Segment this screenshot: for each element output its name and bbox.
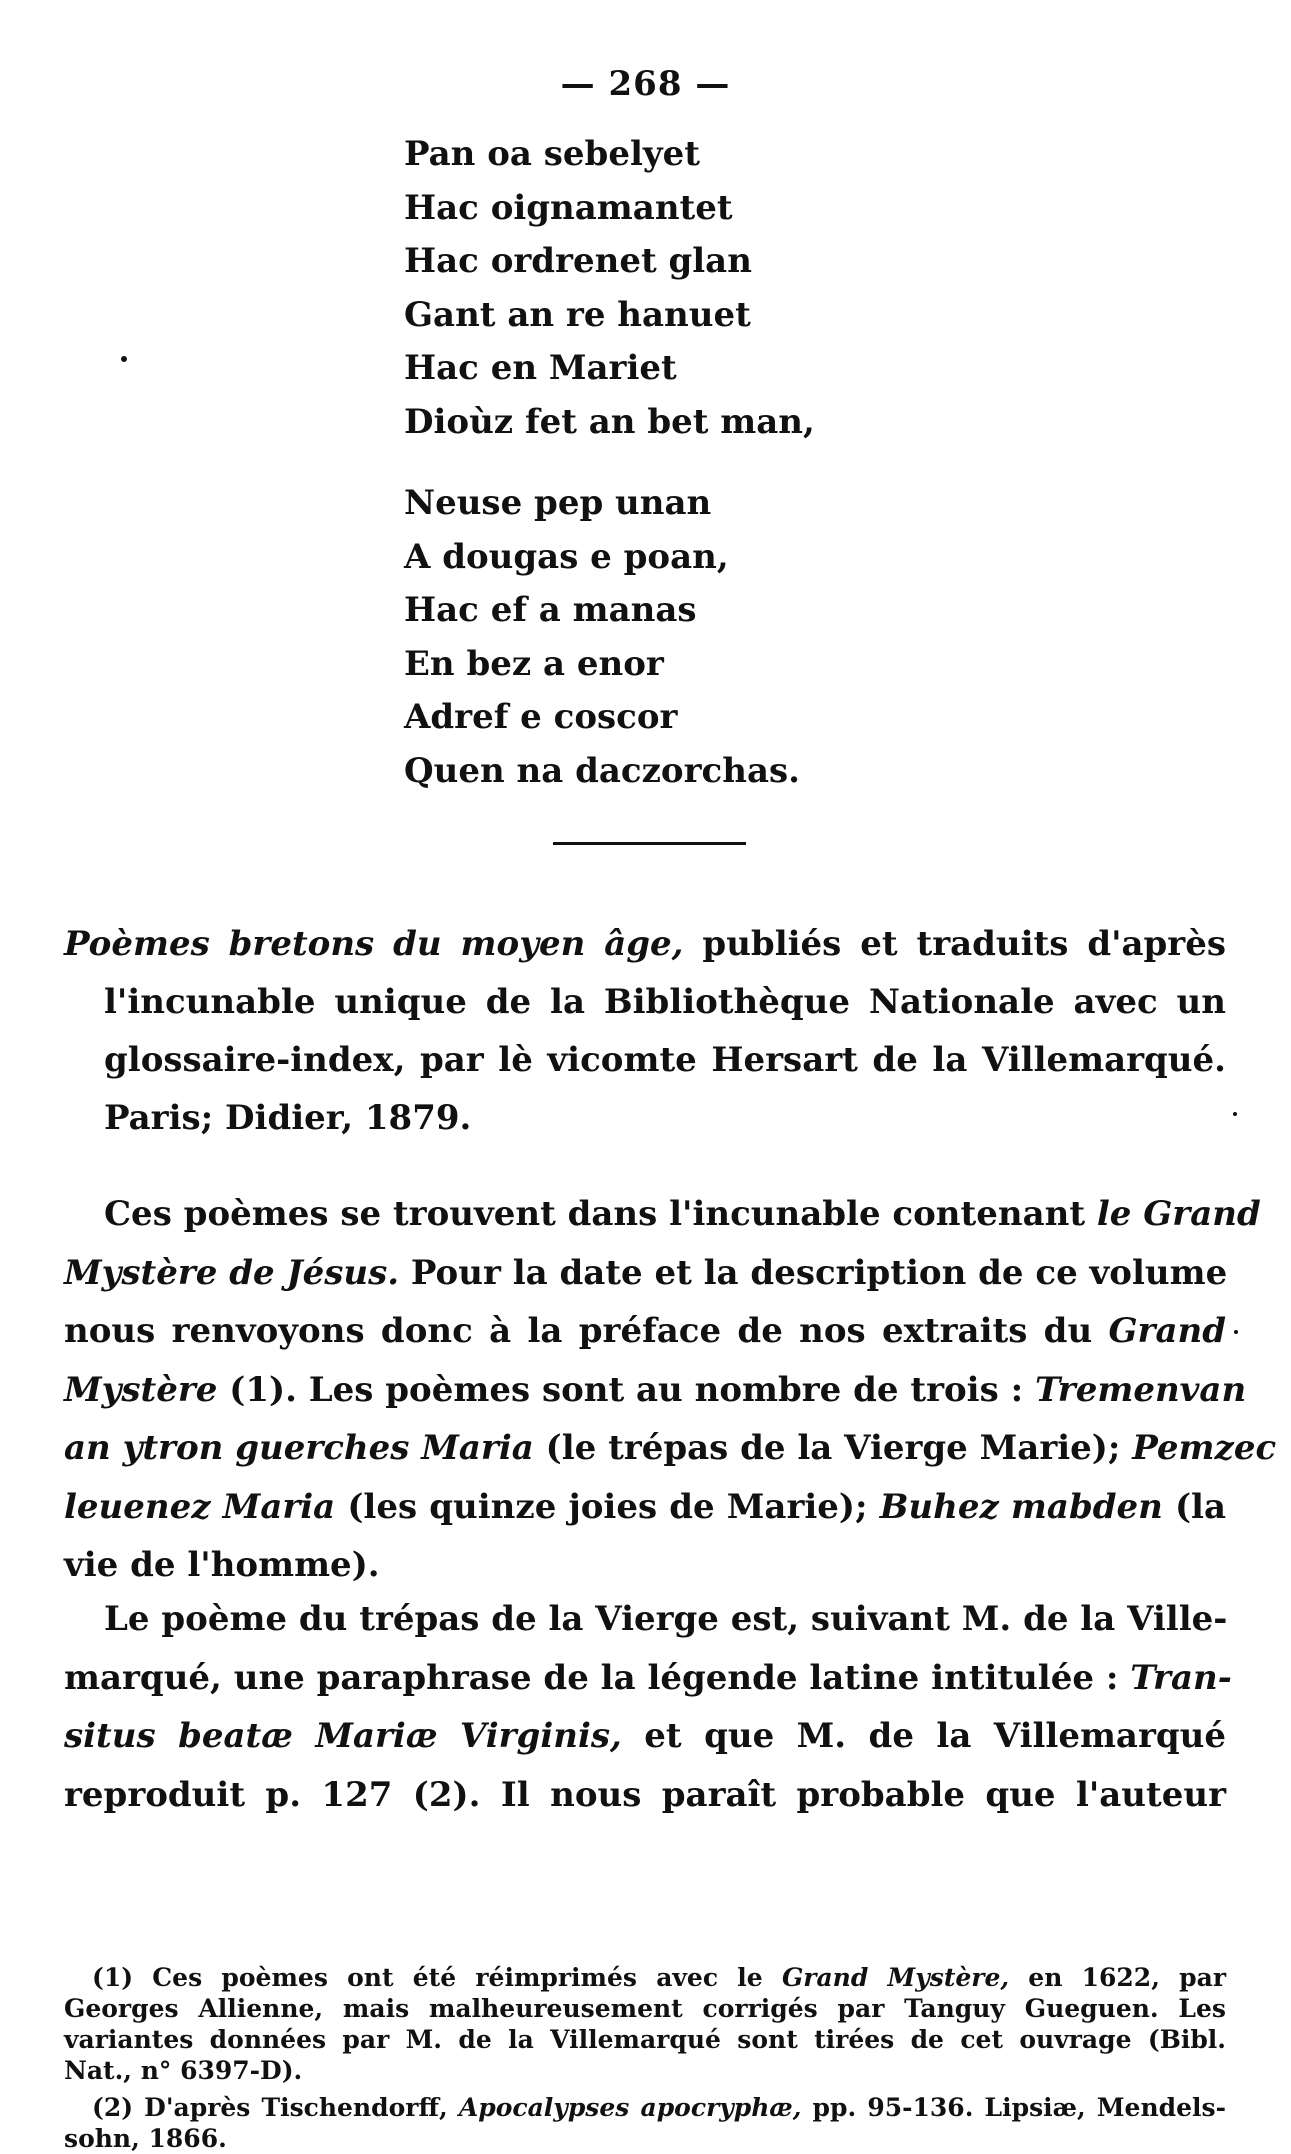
poem-line: Adref e coscor — [404, 697, 678, 737]
footnote-1 — [64, 1962, 1226, 1993]
italic-span: Tran- — [1130, 1657, 1232, 1698]
bib-line — [64, 915, 1226, 973]
poem-line: Dioùz fet an bet man, — [404, 401, 815, 442]
text-span: Pour la date et la description de ce volume — [399, 1252, 1228, 1293]
text-line — [64, 1185, 1261, 1244]
text-span: en 1622, par — [1009, 1963, 1226, 1992]
paragraph-1 — [64, 1185, 1277, 1595]
poem-line: Hac ef a manas — [404, 590, 697, 630]
bib-line: Paris; Didier, 1879. — [104, 1098, 472, 1138]
poem-line: Hac en Mariet — [404, 348, 677, 388]
text-line: reproduit p. 127 (2). Il nous paraît probable que l'auteur — [64, 1774, 1226, 1815]
poem-line: Neuse pep unan — [404, 483, 712, 523]
text-span: et que M. de la Villemarqué — [621, 1716, 1226, 1756]
italic-span: Buhez mabden — [879, 1486, 1163, 1527]
poem-line: Hac oignamantet — [404, 187, 733, 228]
poem-line: Gant an re hanuet — [404, 294, 751, 335]
bib-title: Poèmes bretons du moyen âge, — [64, 924, 684, 964]
section-divider — [553, 842, 746, 845]
text-span: Ces poèmes se trouvent dans l'incunable contenant — [104, 1194, 1097, 1234]
footnotes — [64, 1962, 1226, 2154]
text-span: pp. 95-136. Lipsiæ, Mendels- — [801, 2093, 1226, 2122]
page-number: — 268 — — [560, 64, 731, 104]
text-line — [64, 1419, 1277, 1478]
italic-span: Tremenvan — [1034, 1369, 1247, 1410]
italic-span: Grand — [1108, 1311, 1226, 1351]
italic-span: Grand Mystère, — [781, 1963, 1010, 1992]
footnote-2 — [64, 2092, 1226, 2123]
poem-line: En bez a enor — [404, 643, 664, 684]
text-span: (les quinze joies de Marie); — [335, 1486, 880, 1527]
italic-span: le Grand — [1096, 1194, 1261, 1234]
italic-span: situs beatæ Mariæ Virginis, — [64, 1716, 622, 1756]
text-line: Le poème du trépas de la Vierge est, suivant M. de la Ville- — [104, 1599, 1228, 1639]
paragraph-2 — [64, 1590, 1232, 1824]
text-span: marqué, une paraphrase de la légende latine intitulée : — [64, 1657, 1131, 1698]
print-speck — [121, 356, 127, 362]
text-span: nous renvoyons donc à la préface de nos extraits du — [64, 1311, 1109, 1351]
text-line — [64, 1244, 1226, 1303]
italic-span: Apocalypses apocryphæ, — [458, 2093, 802, 2122]
text-line — [64, 1361, 1247, 1420]
poem-line: Pan oa sebelyet — [404, 134, 700, 174]
italic-span: Mystère — [64, 1369, 218, 1410]
text-line: vie de l'homme). — [64, 1545, 380, 1585]
italic-span: leuenez Maria — [64, 1486, 336, 1527]
text-line — [64, 1649, 1232, 1708]
footnote-line: variantes données par M. de la Villemarqué sont tirées de cet ouvrage (Bibl. — [64, 2025, 1226, 2054]
bib-line: glossaire-index, par lè vicomte Hersart de la Villemarqué. — [104, 1040, 1226, 1080]
text-line — [64, 1707, 1226, 1766]
text-span: (le trépas de la Vierge Marie); — [533, 1428, 1133, 1468]
poem-stanza-1 — [404, 128, 815, 449]
text-span: (2) D'après Tischendorff, — [92, 2093, 459, 2122]
poem-stanza-2 — [404, 477, 800, 798]
footnote-line: Georges Allienne, mais malheureusement corrigés par Tanguy Gueguen. Les — [64, 1994, 1226, 2023]
text-span: (1). Les poèmes sont au nombre de trois : — [217, 1369, 1035, 1410]
italic-span: Pemzec — [1132, 1428, 1277, 1468]
italic-span: an ytron guerches Maria — [64, 1428, 534, 1468]
footnote-line: sohn, 1866. — [64, 2124, 227, 2153]
text-line — [64, 1478, 1226, 1537]
bib-text: publiés et traduits d'après — [683, 924, 1226, 964]
text-span: (la — [1162, 1486, 1227, 1527]
poem-line: A dougas e poan, — [404, 536, 729, 577]
print-speck — [1233, 1112, 1237, 1116]
footnote-line: Nat., n° 6397-D). — [64, 2056, 303, 2085]
poem-line: Hac ordrenet glan — [404, 241, 752, 281]
print-speck — [1234, 1330, 1238, 1334]
italic-span: Mystère de Jésus. — [64, 1252, 400, 1293]
bib-line: l'incunable unique de la Bibliothèque Nationale avec un — [104, 982, 1226, 1022]
text-span: (1) Ces poèmes ont été réimprimés avec le — [92, 1963, 782, 1992]
poem-line: Quen na daczorchas. — [404, 750, 800, 791]
bibliography-entry — [64, 915, 1226, 1147]
text-line — [64, 1302, 1226, 1361]
